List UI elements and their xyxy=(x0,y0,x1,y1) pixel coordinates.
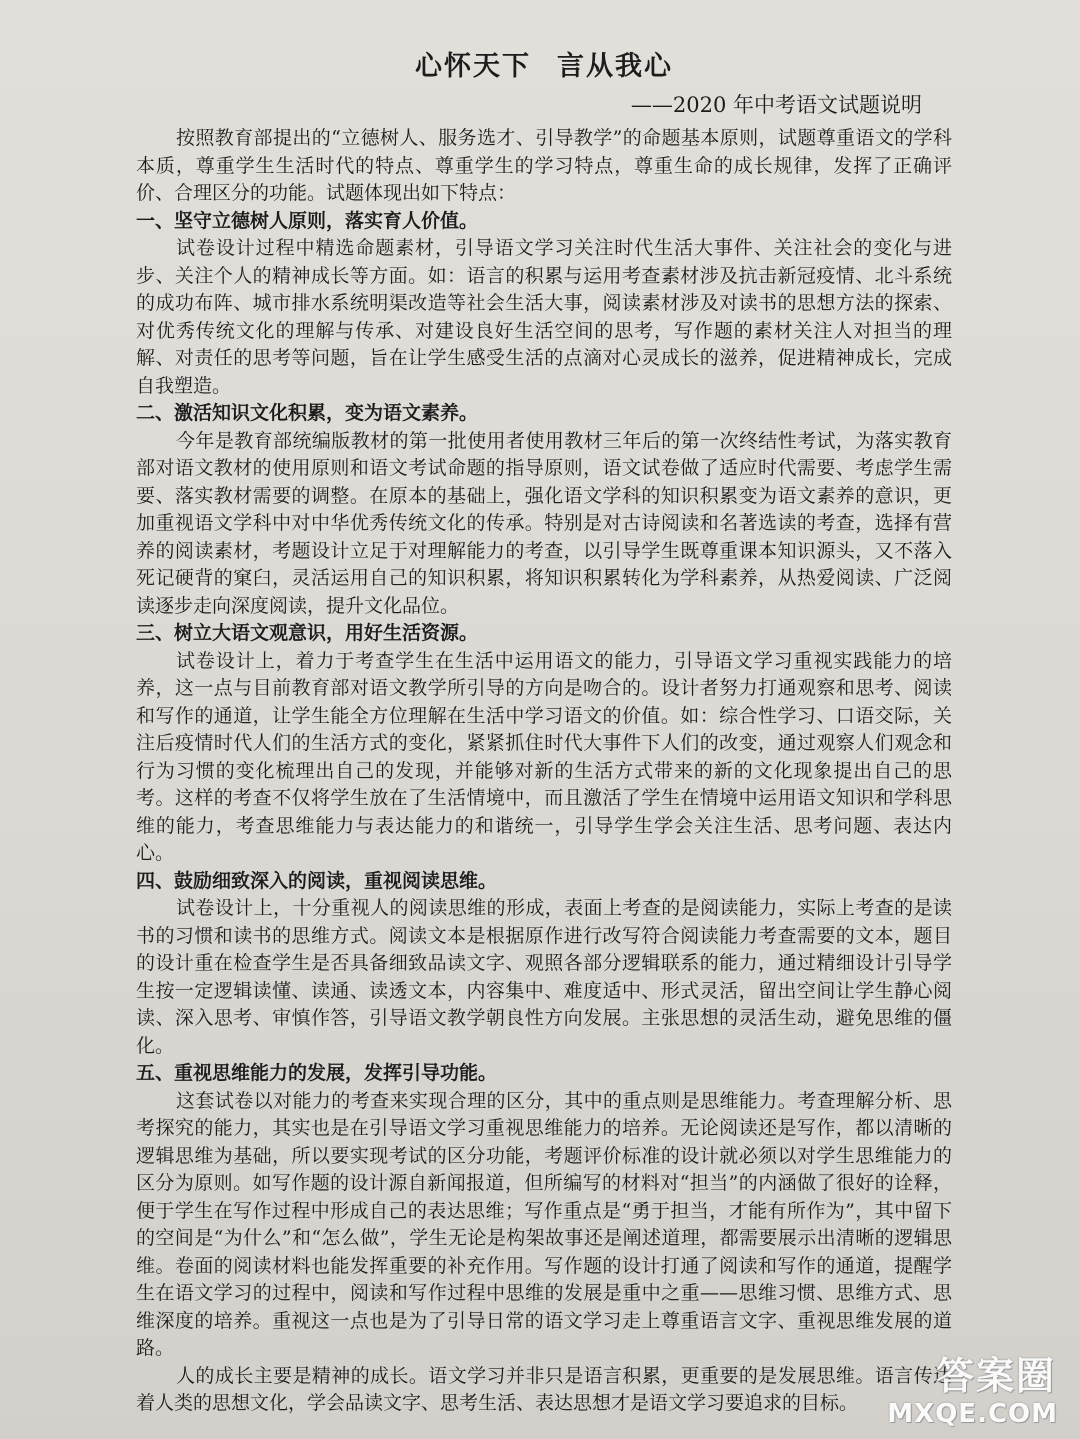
document-title xyxy=(136,44,952,83)
section-4-heading: 四、鼓励细致深入的阅读，重视阅读思维。 xyxy=(136,869,498,892)
title-part-1: 心怀天下 xyxy=(415,51,531,82)
section-5-paragraph-1: 这套试卷以对能力的考查来实现合理的区分，其中的重点则是思维能力。考查理解分析、思考探究的能力，其实也是在引导语文学习重视思维能力的培养。无论阅读还是写作，都以清晰的逻辑思维为基础，所以要实现考试的区分功能，考题评价标准的设计就必须以对学生思维能力的区分为原则。如写作题的设计源自新闻报道，但所编写的材料对“担当”的内涵做了很好的诠释，便于学生在写作过程中形成自己的表达思维；写作重点是“勇于担当，才能有所作为”，其中留下的空间是“为什么”和“怎么做”，学生无论是构架故事还是阐述道理，都需要展示出清晰的逻辑思维。卷面的阅读材料也能发挥重要的补充作用。写作题的设计打通了阅读和写作的通道，提醒学生在语文学习的过程中，阅读和写作过程中思维的发展是重中之重——思维习惯、思维方式、思维深度的培养。重视这一点也是为了引导日常的语文学习走上尊重语言文字、重视思维发展的道路。 xyxy=(136,1089,952,1359)
watermark-url: MXQE.COM xyxy=(887,1399,1058,1429)
section-1-heading: 一、坚守立德树人原则，落实育人价值。 xyxy=(136,209,479,232)
section-5-paragraph-2: 人的成长主要是精神的成长。语文学习并非只是语言积累，更重要的是发展思维。语言传达着人类的思想文化，学会品读文字、思考生活、表达思想才是语文学习要追求的目标。 xyxy=(136,1364,952,1414)
section-2-heading: 二、激活知识文化积累，变为语文素养。 xyxy=(136,402,479,424)
section-4-paragraph: 试卷设计上，十分重视人的阅读思维的形成，表面上考查的是阅读能力，实际上考查的是读书的习惯和读书的思维方式。阅读文本是根据原作进行改写符合阅读能力考查需要的文本，题目的设计重在检查学生是否具备细致品读文字、观照各部分逻辑联系的能力，通过精细设计引导学生按一定逻辑读懂、读通、读透文本，内容集中、难度适中、形式灵活，留出空间让学生静心阅读、深入思考、审慎作答，引导语文教学朝良性方向发展。主张思想的灵活生动，避免思维的僵化。 xyxy=(136,897,952,1057)
section-3-paragraph: 试卷设计上，着力于考查学生在生活中运用语文的能力，引导语文学习重视实践能力的培养，这一点与目前教育部对语文教学所引导的方向是吻合的。设计者努力打通观察和思考、阅读和写作的通道，让学生能全方位理解在生活中学习语文的价值。如：综合性学习、口语交际，关注后疫情时代人们的生活方式的变化，紧紧抓住时代大事件下人们的改变，通过观察人们观念和行为习惯的变化梳理出自己的发现，并能够对新的生活方式带来的新的文化现象提出自己的思考。这样的考查不仅将学生放在了生活情境中，而且激活了学生在情境中运用语文知识和学科思维的能力，考查思维能力与表达能力的和谐统一，引导学生学会关注生活、思考问题、表达内心。 xyxy=(136,649,952,864)
watermark-logo: 答案圈 xyxy=(935,1354,1056,1398)
section-1-paragraph: 试卷设计过程中精选命题素材，引导语文学习关注时代生活大事件、关注社会的变化与进步、关注个人的精神成长等方面。如：语言的积累与运用考查素材涉及抗击新冠疫情、北斗系统的成功布阵、城市排水系统明渠改造等社会生活大事，阅读素材涉及对读书的思想方法的探索、对优秀传统文化的理解与传承、对建设良好生活空间的思考，写作题的素材关注人对担当的理解、对责任的思考等问题，旨在让学生感受生活的点滴对心灵成长的滋养，促进精神成长，完成自我塑造。 xyxy=(136,237,952,397)
title-part-2: 言从我心 xyxy=(557,51,673,82)
section-3-heading: 三、树立大语文观意识，用好生活资源。 xyxy=(136,622,479,644)
intro-paragraph: 按照教育部提出的“立德树人、服务选才、引导教学”的命题基本原则，试题尊重语文的学科本质，尊重学生生活时代的特点、尊重学生的学习特点，尊重生命的成长规律，发挥了正确评价、合理区分的功能。试题体现出如下特点： xyxy=(136,127,952,204)
document-subtitle: ——2020 年中考语文试题说明 xyxy=(630,93,922,117)
section-5-heading: 五、重视思维能力的发展，发挥引导功能。 xyxy=(136,1062,498,1084)
site-watermark xyxy=(882,1345,1062,1429)
section-2-paragraph: 今年是教育部统编版教材的第一批使用者使用教材三年后的第一次终结性考试，为落实教育部对语文教材的使用原则和语文考试命题的指导原则，语文试卷做了适应时代需要、考虑学生需要、落实教材需要的调整。在原本的基础上，强化语文学科的知识积累变为语文素养的意识，更加重视语文学科中对中华优秀传统文化的传承。特别是对古诗阅读和名著选读的考查，选择有营养的阅读素材，考题设计立足于对理解能力的考查，以引导学生既尊重课本知识源头，又不落入死记硬背的窠臼，灵活运用自己的知识积累，将知识积累转化为学科素养，从热爱阅读、广泛阅读逐步走向深度阅读，提升文化品位。 xyxy=(136,429,952,617)
